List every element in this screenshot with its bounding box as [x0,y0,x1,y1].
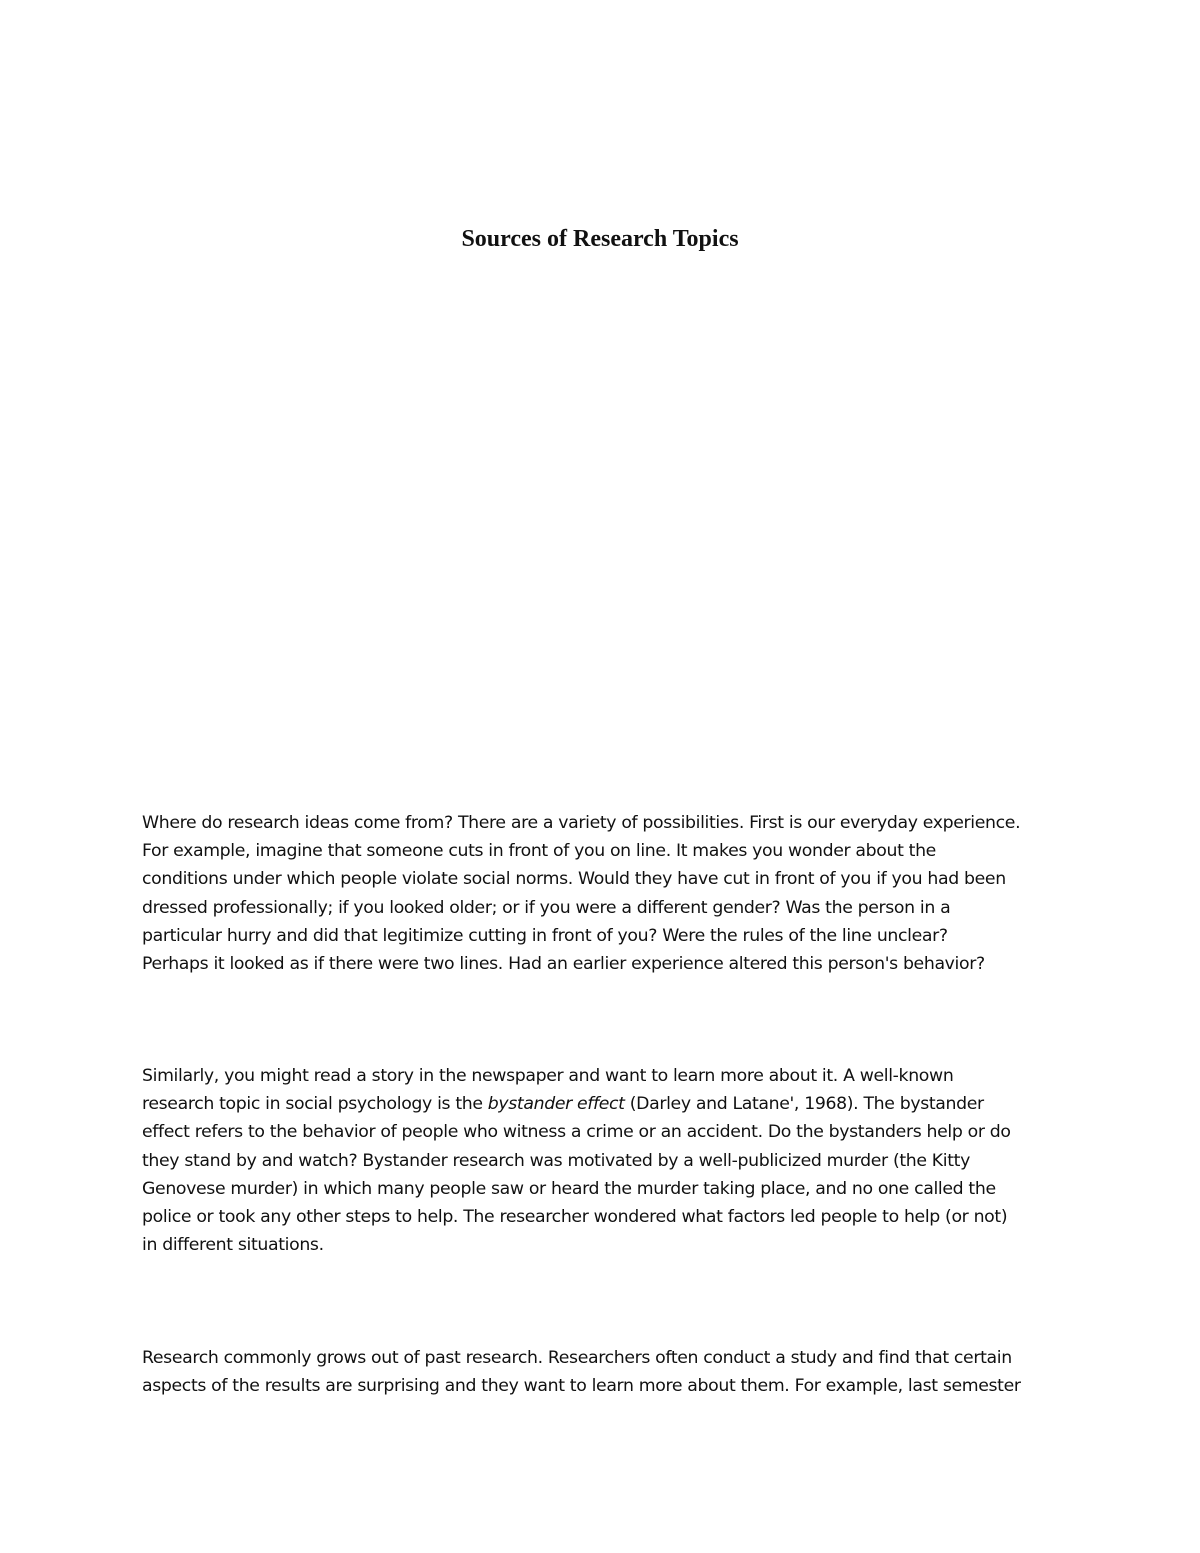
paragraph-line: they stand by and watch? Bystander research was motivated by a well-publicized murder (the Kitty [142,1150,970,1171]
paragraph-line: conditions under which people violate social norms. Would they have cut in front of you if you had been [142,869,1006,890]
paragraph-line: aspects of the results are surprising and they want to learn more about them. For example, last semester [142,1376,1021,1397]
paragraph-line: police or took any other steps to help. The researcher wondered what factors led people to help (or not) [142,1207,1008,1228]
paragraph-bystander-effect [142,1062,1072,1259]
paragraph-line: Where do research ideas come from? There are a variety of possibilities. First is our everyday experience. [142,813,1021,833]
paragraph-line: in different situations. [142,1235,324,1256]
paragraph-line: For example, imagine that someone cuts in front of you on line. It makes you wonder about the [142,841,936,862]
paragraph-line: Genovese murder) in which many people saw or heard the murder taking place, and no one called the [142,1178,996,1199]
paragraph-line: Research commonly grows out of past research. Researchers often conduct a study and find that certain [142,1348,1012,1368]
paragraph-everyday-experience [142,809,1072,978]
paragraph-past-research [142,1344,1072,1400]
text-segment: (Darley and Latane', 1968). The bystander [624,1094,984,1115]
paragraph-line: dressed professionally; if you looked older; or if you were a different gender? Was the person in a [142,897,951,918]
document-title: Sources of Research Topics [461,226,739,252]
paragraph-line: Similarly, you might read a story in the newspaper and want to learn more about it. A well-known [142,1066,954,1086]
paragraph-line: Perhaps it looked as if there were two lines. Had an earlier experience altered this person's behavior? [142,954,985,975]
paragraph-line [142,1090,1072,1118]
text-segment: research topic in social psychology is the [142,1094,488,1115]
paragraph-line: particular hurry and did that legitimize cutting in front of you? Were the rules of the line unclear? [142,925,948,946]
paragraph-line: effect refers to the behavior of people who witness a crime or an accident. Do the bystanders help or do [142,1122,1011,1143]
italic-term: bystander effect [487,1094,625,1115]
